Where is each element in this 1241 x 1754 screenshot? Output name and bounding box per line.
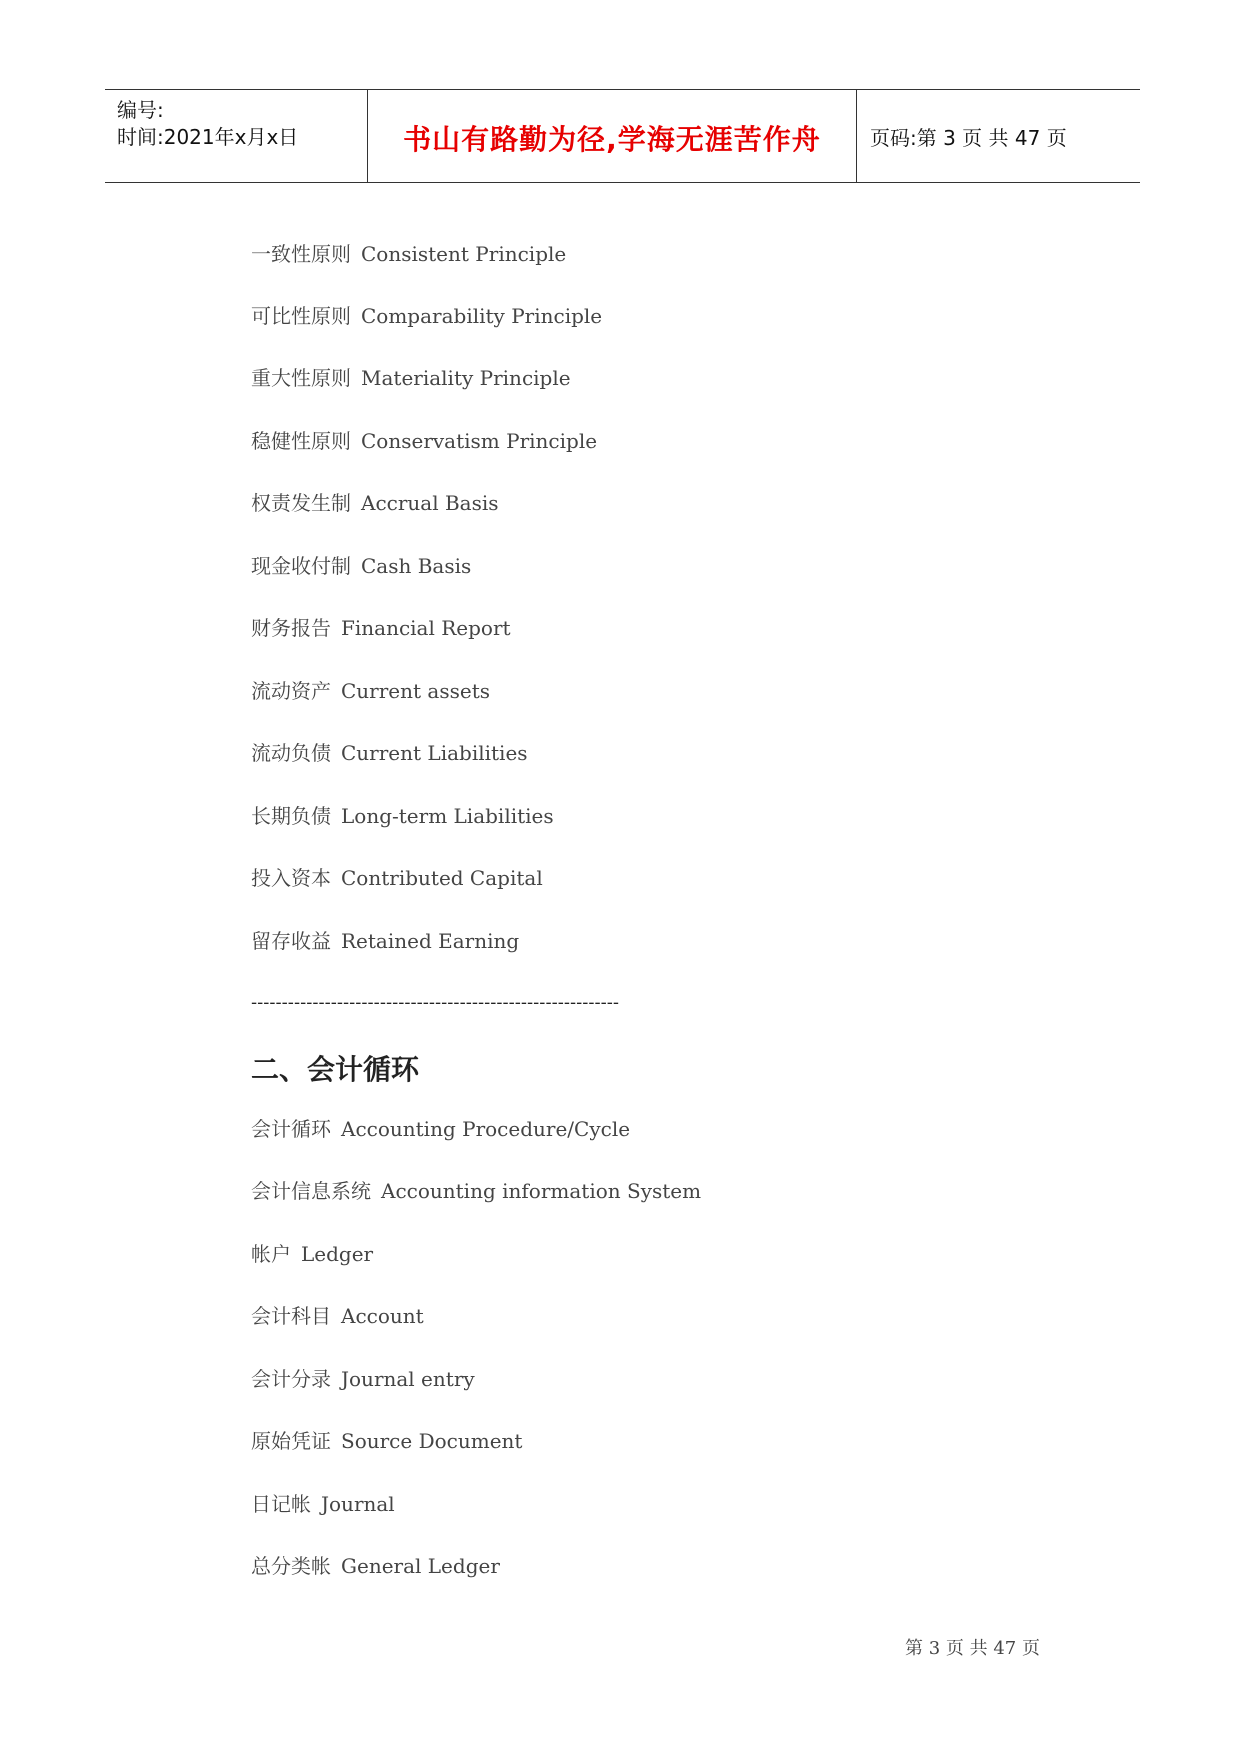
document-date-label: 时间:2021年x月x日 xyxy=(117,125,299,149)
term-entry xyxy=(251,300,602,329)
term-entry xyxy=(251,238,566,267)
term-english: Current assets xyxy=(341,679,491,703)
term-entry xyxy=(251,925,519,954)
term-chinese: 可比性原则 xyxy=(251,304,351,328)
term-entry xyxy=(251,362,571,391)
term-entry xyxy=(251,1238,373,1267)
term-chinese: 现金收付制 xyxy=(251,554,351,578)
term-chinese: 财务报告 xyxy=(251,616,331,640)
term-chinese: 会计信息系统 xyxy=(251,1179,371,1203)
term-chinese: 投入资本 xyxy=(251,866,331,890)
document-number-label: 编号: xyxy=(117,98,164,122)
term-english: Contributed Capital xyxy=(341,866,543,890)
term-english: Journal xyxy=(321,1492,395,1516)
term-english: Journal entry xyxy=(341,1367,475,1391)
term-english: Consistent Principle xyxy=(361,242,567,266)
term-chinese: 流动负债 xyxy=(251,741,331,765)
term-chinese: 总分类帐 xyxy=(251,1554,331,1578)
term-english: Retained Earning xyxy=(341,929,520,953)
page-footer: 第 3 页 共 47 页 xyxy=(905,1638,1040,1659)
term-english: Comparability Principle xyxy=(361,304,603,328)
term-english: Cash Basis xyxy=(361,554,472,578)
term-chinese: 稳健性原则 xyxy=(251,429,351,453)
term-entry xyxy=(251,487,499,516)
term-entry xyxy=(251,675,490,704)
term-entry xyxy=(251,1550,500,1579)
term-entry xyxy=(251,1300,424,1329)
term-entry xyxy=(251,550,471,579)
term-entry xyxy=(251,862,543,891)
term-english: Conservatism Principle xyxy=(361,429,598,453)
term-english: Long-term Liabilities xyxy=(341,804,554,828)
term-chinese: 权责发生制 xyxy=(251,491,351,515)
header-page-number: 页码:第 3 页 共 47 页 xyxy=(870,126,1067,150)
term-chinese: 帐户 xyxy=(251,1242,291,1266)
header-info-cell xyxy=(105,90,368,182)
term-english: Ledger xyxy=(301,1242,374,1266)
term-entry xyxy=(251,1175,701,1204)
term-entry xyxy=(251,1363,475,1392)
document-header xyxy=(105,89,1140,183)
term-chinese: 会计分录 xyxy=(251,1367,331,1391)
term-chinese: 会计科目 xyxy=(251,1304,331,1328)
term-chinese: 会计循环 xyxy=(251,1117,331,1141)
section-heading: 二、会计循环 xyxy=(251,1053,420,1086)
term-english: General Ledger xyxy=(341,1554,500,1578)
term-english: Financial Report xyxy=(341,616,511,640)
term-english: Source Document xyxy=(341,1429,523,1453)
term-chinese: 流动资产 xyxy=(251,679,331,703)
term-chinese: 一致性原则 xyxy=(251,242,351,266)
term-chinese: 重大性原则 xyxy=(251,366,351,390)
term-entry xyxy=(251,1488,395,1517)
term-english: Account xyxy=(341,1304,424,1328)
term-chinese: 日记帐 xyxy=(251,1492,311,1516)
term-entry xyxy=(251,1113,630,1142)
term-english: Accounting Procedure/Cycle xyxy=(341,1117,631,1141)
term-entry xyxy=(251,800,554,829)
term-english: Accounting information System xyxy=(381,1179,702,1203)
term-english: Materiality Principle xyxy=(361,366,571,390)
term-entry xyxy=(251,737,528,766)
term-entry xyxy=(251,1425,522,1454)
term-english: Accrual Basis xyxy=(361,491,499,515)
header-motto-cell xyxy=(368,90,857,182)
term-chinese: 留存收益 xyxy=(251,929,331,953)
term-chinese: 长期负债 xyxy=(251,804,331,828)
term-english: Current Liabilities xyxy=(341,741,528,765)
term-chinese: 原始凭证 xyxy=(251,1429,331,1453)
term-entry xyxy=(251,425,597,454)
dashed-divider: ------------------------------------------------------------ xyxy=(251,993,620,1013)
header-motto: 书山有路勤为径,学海无涯苦作舟 xyxy=(403,123,821,156)
header-page-cell xyxy=(857,90,1140,182)
term-entry xyxy=(251,612,511,641)
